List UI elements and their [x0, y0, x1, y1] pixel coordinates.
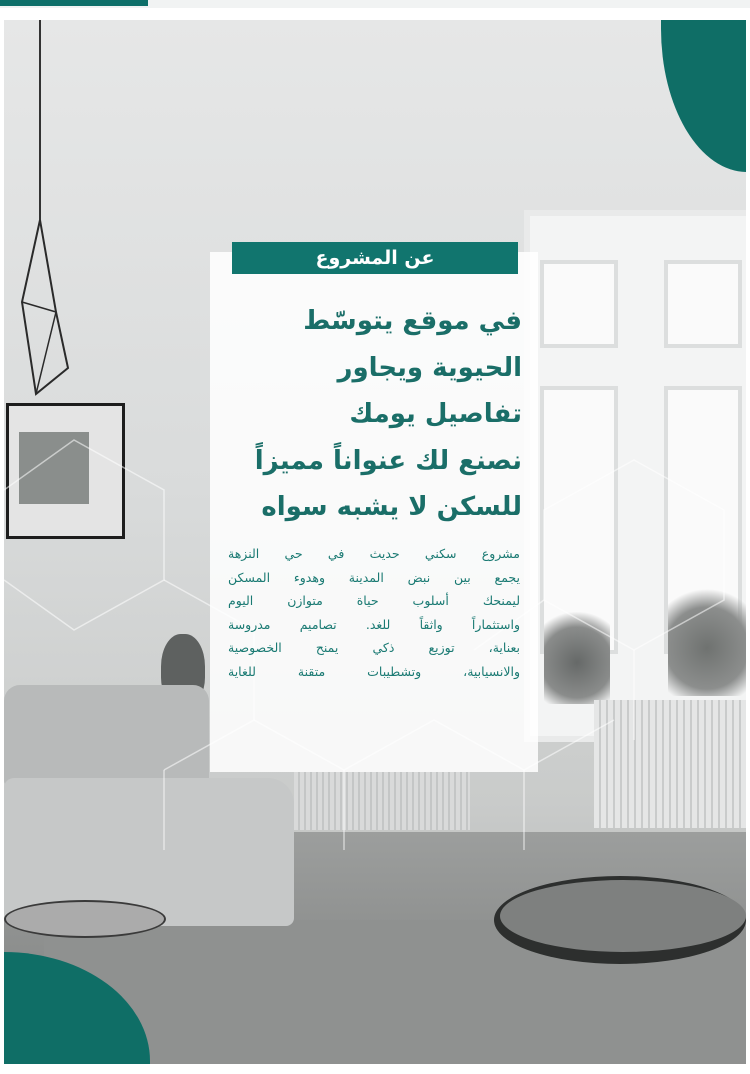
description-line: واستثماراً واثقاً للغد. تصاميم مدروسة [228, 616, 520, 632]
description-line: بعناية، توزيع ذكي يمنح الخصوصية [228, 640, 520, 655]
description-line: والانسيابية، وتشطيبات متقنة للغاية [228, 663, 520, 679]
headline [226, 298, 522, 531]
headline-line: تفاصيل يومك [349, 399, 522, 429]
description-line: ليمنحك أسلوب حياة متوازن اليوم [228, 593, 520, 608]
headline-line: في موقع يتوسّط [303, 306, 522, 336]
card-header: عن المشروع [232, 242, 518, 274]
description-line: مشروع سكني حديث في حي النزهة [228, 546, 520, 561]
description-line: يجمع بين نبض المدينة وهدوء المسكن [228, 569, 520, 585]
headline-line: للسكن لا يشبه سواه [261, 492, 522, 522]
headline-line: الحيوية ويجاور [337, 352, 522, 383]
top-strip [0, 0, 750, 8]
top-accent-bar [0, 0, 148, 6]
description [228, 542, 520, 683]
headline-line: نصنع لك عنواناً مميزاً [254, 445, 522, 476]
